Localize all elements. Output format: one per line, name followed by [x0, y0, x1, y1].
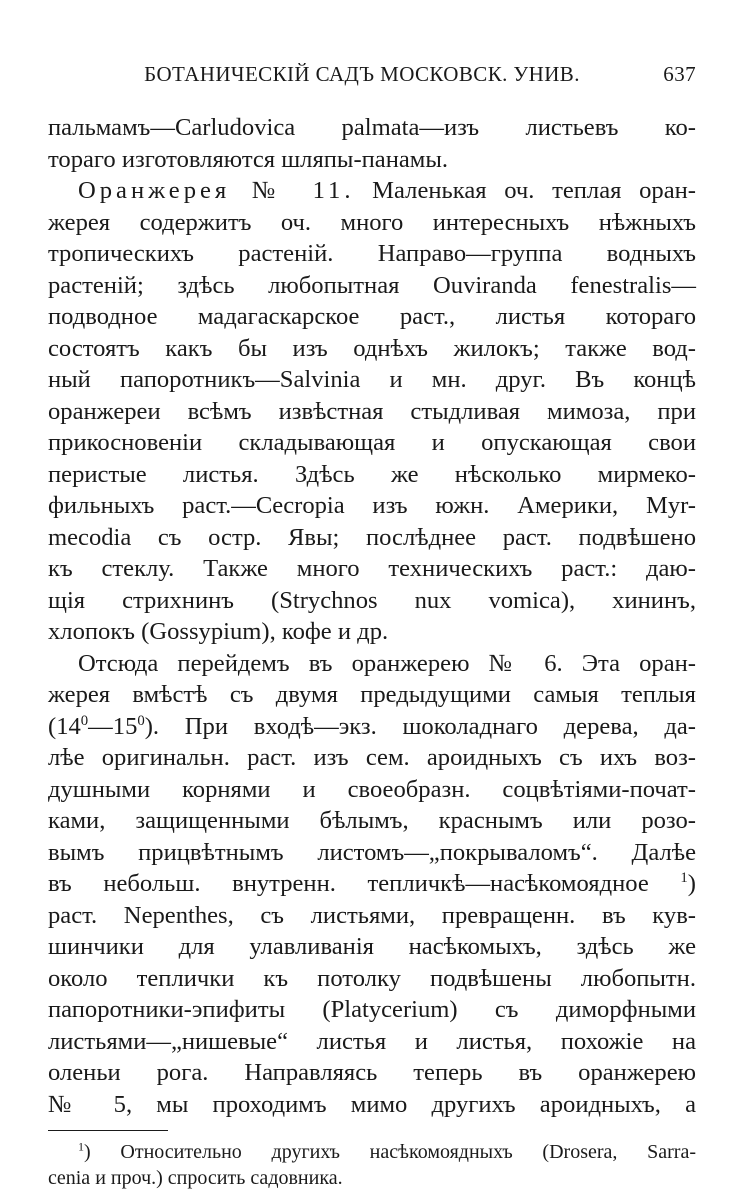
text-line: въ небольш. внутренн. тепличкѣ—насѣкомоядное $^1$)	[48, 869, 696, 897]
page-number: 637	[663, 62, 696, 86]
text-line: лѣе оригинальн. раст. изъ сем. ароидныхъ съ ихъ воз-	[48, 744, 696, 771]
text-line: около теплички къ потолку подвѣшены любопытн.	[48, 964, 696, 992]
text-line: $(14^0—15^0)$. При входѣ—экз. шоколаднаго дерева, да-	[48, 712, 696, 740]
text-line: оранжереи всѣмъ извѣстная стыдливая мимоза, при	[48, 397, 696, 425]
footnote	[48, 1139, 696, 1191]
text-line: къ стеклу. Также много техническихъ раст.: даю-	[48, 555, 696, 582]
text-line: тропическихъ растеній. Направо—группа водныхъ	[48, 240, 696, 267]
footnote-line: cenia и проч.) спросить садовника.	[48, 1167, 343, 1189]
text-line: папоротники-эпифиты (Platycerium) съ диморфными	[48, 996, 696, 1023]
text-line: оленьи рога. Направляясь теперь въ оранжерею	[48, 1059, 696, 1086]
text-line: жерея вмѣстѣ съ двумя предыдущими самыя теплыя	[48, 681, 696, 708]
paragraph-first-line: Оранжерея № 11. Маленькая оч. теплая оран-	[78, 177, 696, 204]
footnote-line: $^1$) Относительно другихъ насѣкомоядныхъ (Drosera, Sarra-	[78, 1139, 696, 1163]
body-text	[48, 112, 696, 1120]
text-line: жерея содержитъ оч. много интересныхъ нѣжныхъ	[48, 208, 696, 236]
text-line: растеній; здѣсь любопытная Ouviranda fenestralis—	[48, 271, 696, 299]
text-line: ками, защищенными бѣлымъ, краснымъ или розо-	[48, 807, 696, 834]
footnote-marker: 1	[78, 1139, 84, 1154]
text-line: ный папоротникъ—Salvinia и мн. друг. Въ концѣ	[48, 366, 696, 393]
footnote-divider	[48, 1130, 168, 1131]
text-line: листьями—„нишевые“ листья и листья, похожіе на	[48, 1027, 696, 1055]
text-line: щія стрихнинъ (Strychnos nux vomica), хининъ,	[48, 586, 696, 614]
text-line: пальмамъ—Carludovica palmata—изъ листьевъ ко-	[48, 114, 696, 141]
text-line: фильныхъ раст.—Cecropia изъ южн. Америки, Myr-	[48, 492, 696, 519]
book-page	[48, 62, 696, 1191]
text-line: прикосновеніи складывающая и опускающая свои	[48, 429, 696, 456]
text-line: перистые листья. Здѣсь же нѣсколько мирмеко-	[48, 460, 696, 488]
text-line: хлопокъ (Gossypium), кофе и др.	[48, 618, 389, 645]
text-line: шинчики для улавливанія насѣкомыхъ, здѣсь же	[48, 933, 696, 960]
section-heading: Оранжерея № 11.	[78, 177, 355, 204]
text-line: подводное мадагаскарское раст., листья котораго	[48, 303, 696, 330]
text-line: состоятъ какъ бы изъ однѣхъ жилокъ; также вод-	[48, 334, 696, 362]
footnote-reference: 1	[680, 869, 688, 886]
running-header	[48, 62, 696, 92]
degree-mark: 0	[137, 712, 145, 729]
paragraph-first-line: Отсюда перейдемъ въ оранжерею № 6. Эта оран-	[78, 649, 696, 677]
text-line: тораго изготовляются шляпы-панамы.	[48, 145, 449, 173]
text-line: mecodia съ остр. Явы; послѣднее раст. подвѣшено	[48, 523, 696, 551]
text-line: раст. Nepenthes, съ листьями, превращенн. въ кув-	[48, 901, 696, 929]
degree-mark: 0	[80, 712, 89, 729]
running-title: БОТАНИЧЕСКІЙ САДЪ МОСКОВСК. УНИВ.	[144, 62, 580, 86]
text-line: вымъ прицвѣтнымъ листомъ—„покрываломъ“. Далѣе	[48, 838, 696, 866]
text-line: душными корнями и своеобразн. соцвѣтіями-почат-	[48, 775, 696, 803]
text-line: № 5, мы проходимъ мимо другихъ ароидныхъ, а	[48, 1090, 696, 1118]
